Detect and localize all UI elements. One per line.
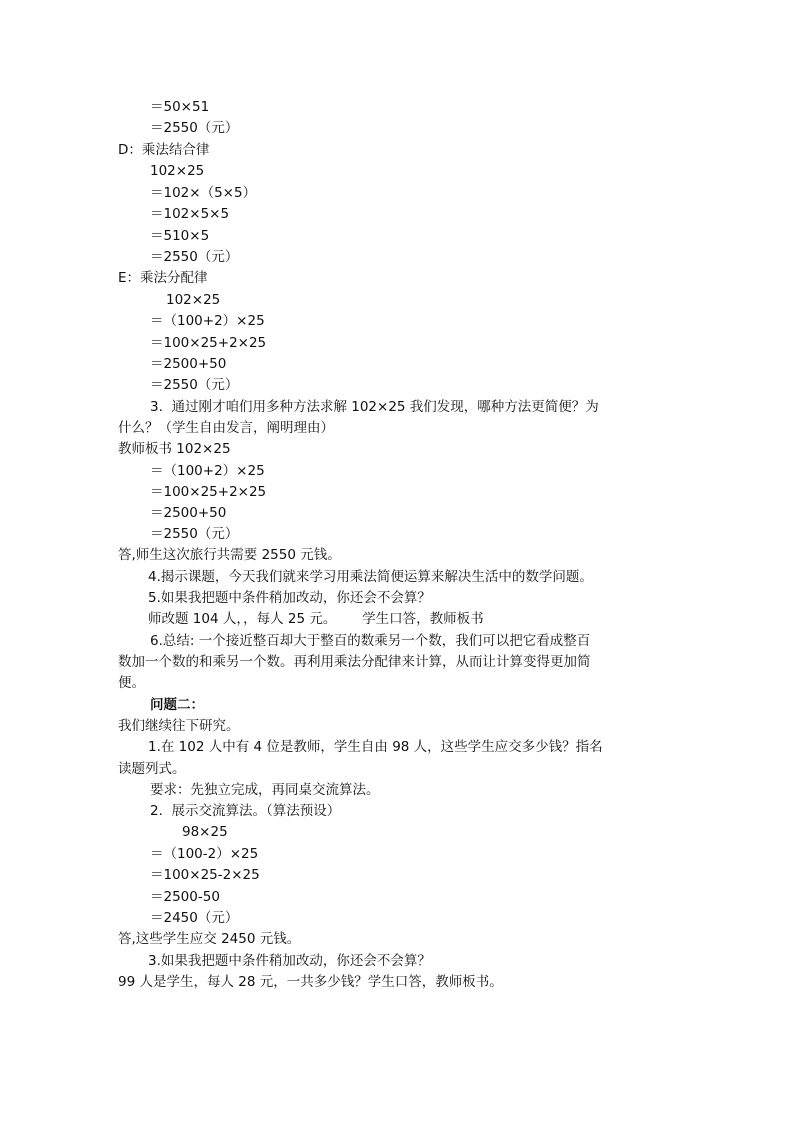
text-line: ＝510×5 xyxy=(150,228,210,244)
section-heading: 问题二： xyxy=(150,697,204,713)
text-line: 我们继续往下研究。 xyxy=(118,718,240,734)
text-line: ＝2550（元） xyxy=(150,377,239,393)
text-line: ＝100×25+2×25 xyxy=(150,335,267,351)
text-line: 要求：先独立完成，再同桌交流算法。 xyxy=(150,782,380,798)
text-line: 1.在 102 人中有 4 位是教师，学生自由 98 人，这些学生应交多少钱？指名 xyxy=(148,739,603,755)
section-heading: D：乘法结合律 xyxy=(118,142,210,158)
text-line: ＝50×51 xyxy=(150,99,210,115)
text-line: 教师板书 102×25 xyxy=(118,441,231,457)
text-line: ＝（100+2）×25 xyxy=(150,313,265,329)
text-line: 答,师生这次旅行共需要 2550 元钱。 xyxy=(118,547,341,563)
text-line: 读题列式。 xyxy=(118,761,186,777)
text-line: 98×25 xyxy=(182,824,228,840)
text-line: 数加一个数的和乘另一个数。再利用乘法分配律来计算，从而让计算变得更加简 xyxy=(118,654,591,670)
text-line: ＝102×（5×5） xyxy=(150,185,257,201)
text-line: 5.如果我把题中条件稍加改动，你还会不会算？ xyxy=(148,590,431,606)
text-line: ＝100×25-2×25 xyxy=(150,867,260,883)
text-line: 2. 展示交流算法。（算法预设） xyxy=(150,803,341,819)
text-line: 答,这些学生应交 2450 元钱。 xyxy=(118,931,301,947)
section-heading: E：乘法分配律 xyxy=(118,270,208,286)
text-line: 6.总结: 一个接近整百却大于整百的数乘另一个数，我们可以把它看成整百 xyxy=(150,633,591,649)
text-line: ＝100×25+2×25 xyxy=(150,484,267,500)
text-line: 3.如果我把题中条件稍加改动，你还会不会算？ xyxy=(148,953,431,969)
text-line: 99 人是学生，每人 28 元，一共多少钱？学生口答，教师板书。 xyxy=(118,974,503,990)
text-line: ＝2550（元） xyxy=(150,120,239,136)
text-line: ＝2500-50 xyxy=(150,889,220,905)
text-line: ＝2550（元） xyxy=(150,249,239,265)
text-line: ＝（100+2）×25 xyxy=(150,463,265,479)
text-line: 102×25 xyxy=(166,292,221,308)
text-line: ＝2500+50 xyxy=(150,505,227,521)
text-line: ＝2500+50 xyxy=(150,356,227,372)
text-line: 3. 通过刚才咱们用多种方法求解 102×25 我们发现，哪种方法更简便？为 xyxy=(150,399,599,415)
text-line: ＝2450（元） xyxy=(150,910,239,926)
text-line: 便。 xyxy=(118,675,145,691)
text-line: 什么？（学生自由发言，阐明理由） xyxy=(118,420,334,436)
text-line: ＝（100-2）×25 xyxy=(150,846,259,862)
text-line: ＝2550（元） xyxy=(150,526,239,542)
text-line: 4.揭示课题，今天我们就来学习用乘法简便运算来解决生活中的数学问题。 xyxy=(148,569,593,585)
text-line: 师改题 104 人，，每人 25 元。 学生口答，教师板书 xyxy=(148,611,484,627)
text-line: 102×25 xyxy=(150,163,205,179)
text-line: ＝102×5×5 xyxy=(150,206,230,222)
